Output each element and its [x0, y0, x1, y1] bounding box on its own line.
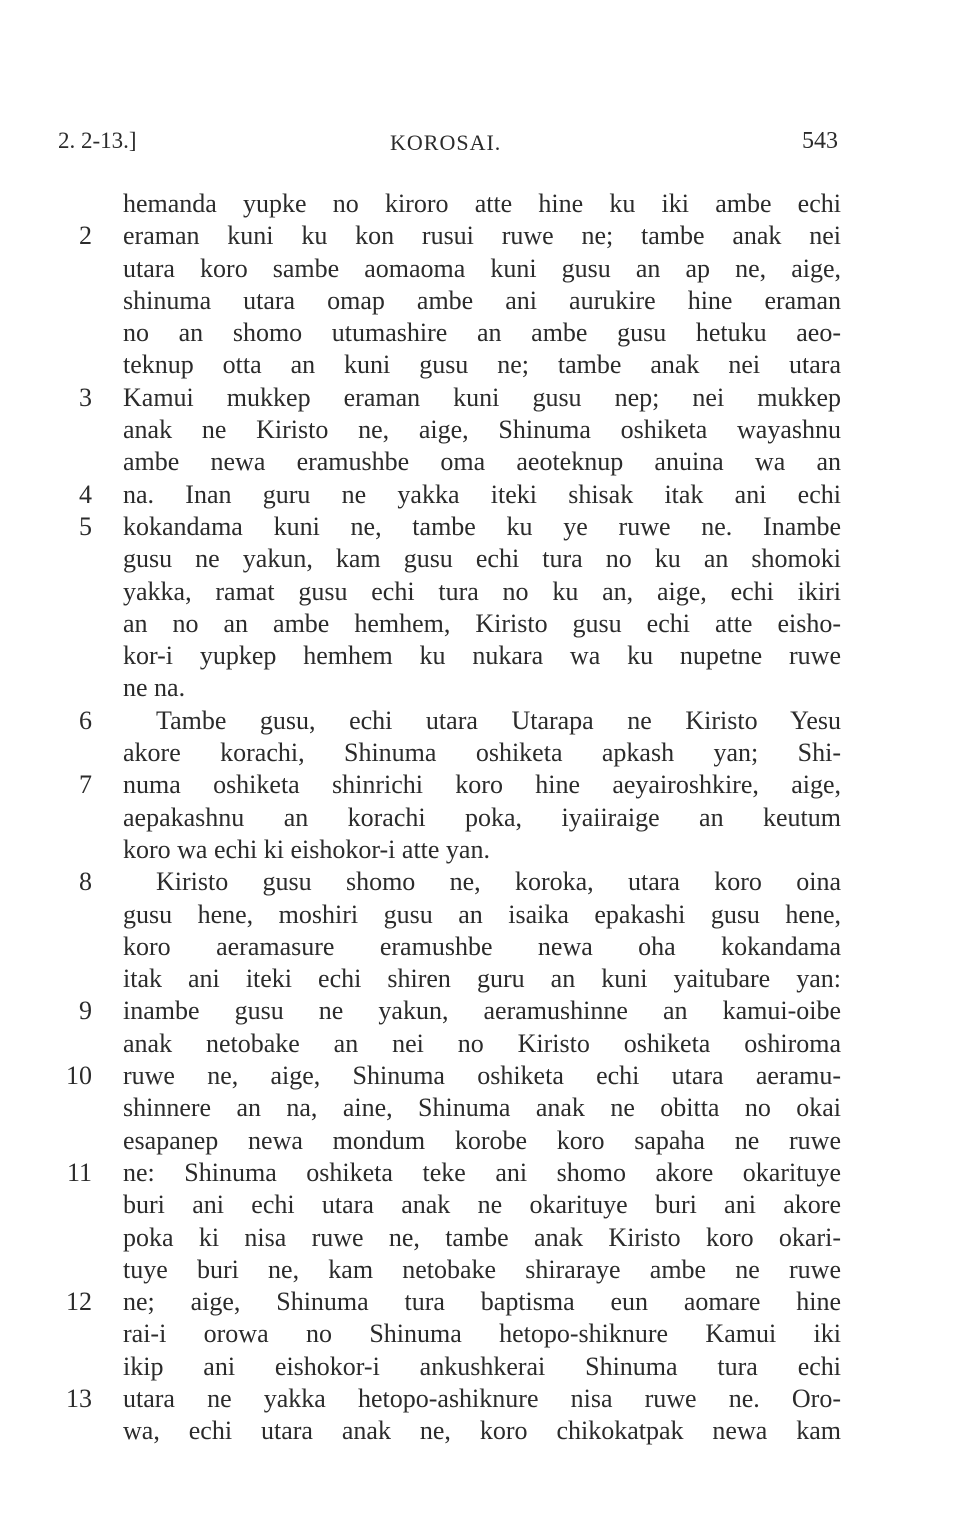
line-text: esapanep newa mondum korobe koro sapaha ne ruwe [123, 1125, 841, 1155]
line-text: ikip ani eishokor-i ankushkerai Shinuma tura echi [123, 1351, 841, 1381]
verse-number: 8 [79, 867, 92, 897]
text-line [0, 576, 960, 608]
line-text: shinuma utara omap ambe ani aurukire hine eraman [123, 285, 841, 315]
line-text: buri ani echi utara anak ne okarituye buri ani akore [123, 1190, 841, 1220]
text-line [0, 769, 960, 801]
verse-number: 3 [79, 382, 92, 412]
line-text: ne na. [123, 673, 186, 703]
verse-number: 12 [66, 1287, 92, 1317]
line-text: hemanda yupke no kiroro atte hine ku iki ambe echi [123, 189, 841, 218]
text-line [0, 672, 960, 704]
line-text: anak netobake an nei no Kiristo oshiketa oshiroma [123, 1028, 841, 1058]
line-text: yakka, ramat gusu echi tura no ku an, aige, echi ikiri [123, 576, 841, 606]
line-text: kokandama kuni ne, tambe ku ye ruwe ne. Inambe [123, 511, 841, 541]
line-text: koro aeramasure eramushbe newa oha kokandama [123, 931, 841, 961]
text-line [0, 705, 960, 737]
line-text: ne: Shinuma oshiketa teke ani shomo akore okarituye [123, 1157, 841, 1187]
line-text: koro wa echi ki eishokor-i atte yan. [123, 834, 490, 864]
line-text: utara koro sambe aomaoma kuni gusu an ap ne, aige, [123, 253, 841, 283]
text-line [0, 1028, 960, 1060]
running-title: KOROSAI. [390, 130, 502, 155]
text-line [0, 640, 960, 672]
text-line [0, 963, 960, 995]
line-text: inambe gusu ne yakun, aeramushinne an kamui-oibe [123, 996, 841, 1026]
text-line [0, 511, 960, 543]
verse-number: 10 [66, 1061, 92, 1091]
text-line [0, 931, 960, 963]
text-line [0, 1189, 960, 1221]
text-line [0, 737, 960, 769]
text-line [0, 414, 960, 446]
text-line [0, 834, 960, 866]
text-line [0, 866, 960, 898]
text-line [0, 1383, 960, 1415]
text-line [0, 382, 960, 414]
text-line [0, 220, 960, 252]
text-line [0, 285, 960, 317]
text-line [0, 446, 960, 478]
line-text: teknup otta an kuni gusu ne; tambe anak nei utara [123, 350, 841, 380]
text-line [0, 1318, 960, 1350]
line-text: itak ani iteki echi shiren guru an kuni yaitubare yan: [123, 964, 841, 994]
line-text: gusu hene, moshiri gusu an isaika epakashi gusu hene, [123, 899, 841, 929]
line-text: poka ki nisa ruwe ne, tambe anak Kiristo koro okari- [123, 1222, 841, 1252]
line-text: shinnere an na, aine, Shinuma anak ne obitta no okai [123, 1093, 841, 1123]
text-line [0, 1157, 960, 1189]
text-line [0, 1415, 960, 1447]
text-line [0, 899, 960, 931]
verse-number: 7 [79, 770, 92, 800]
verse-number: 9 [79, 996, 92, 1026]
text-line [0, 1092, 960, 1124]
line-text: eraman kuni ku kon rusui ruwe ne; tambe anak nei [123, 221, 841, 251]
text-line [0, 1254, 960, 1286]
text-line [0, 188, 960, 220]
text-line [0, 317, 960, 349]
line-text: kor-i yupkep hemhem ku nukara wa ku nupetne ruwe [123, 641, 841, 671]
line-text: Tambe gusu, echi utara Utarapa ne Kiristo Yesu [156, 705, 841, 735]
line-text: rai-i orowa no Shinuma hetopo-shiknure Kamui iki [123, 1319, 841, 1349]
line-text: ruwe ne, aige, Shinuma oshiketa echi utara aeramu- [123, 1061, 841, 1091]
chapter-reference: 2. 2-13.] [58, 128, 137, 153]
line-text: tuye buri ne, kam netobake shiraraye ambe ne ruwe [123, 1254, 841, 1284]
text-line [0, 1222, 960, 1254]
text-line [0, 995, 960, 1027]
line-text: wa, echi utara anak ne, koro chikokatpak newa kam [123, 1416, 841, 1446]
line-text: no an shomo utumashire an ambe gusu hetuku aeo- [123, 318, 841, 348]
verse-number: 11 [66, 1157, 92, 1187]
verse-number: 6 [79, 705, 92, 735]
line-text: ne; aige, Shinuma tura baptisma eun aomare hine [123, 1287, 841, 1317]
text-line [0, 1351, 960, 1383]
text-line [0, 802, 960, 834]
text-line [0, 253, 960, 285]
text-line [0, 543, 960, 575]
verse-number: 2 [79, 221, 92, 251]
page-number: 543 [802, 128, 838, 154]
line-text: Kiristo gusu shomo ne, koroka, utara koro oina [156, 867, 841, 897]
line-text: anak ne Kiristo ne, aige, Shinuma oshiketa wayashnu [123, 415, 841, 445]
line-text: aepakashnu an korachi poka, iyaiiraige an keutum [123, 802, 841, 832]
line-text: numa oshiketa shinrichi koro hine aeyairoshkire, aige, [123, 770, 841, 800]
line-text: utara ne yakka hetopo-ashiknure nisa ruwe ne. Oro- [123, 1383, 841, 1413]
line-text: Kamui mukkep eraman kuni gusu nep; nei mukkep [123, 382, 841, 412]
text-line [0, 479, 960, 511]
line-text: na. Inan guru ne yakka iteki shisak itak ani echi [123, 479, 841, 509]
text-line [0, 349, 960, 381]
page-body [0, 188, 960, 1448]
text-line [0, 1286, 960, 1318]
text-line [0, 1060, 960, 1092]
line-text: ambe newa eramushbe oma aeoteknup anuina wa an [123, 447, 841, 477]
verse-number: 13 [66, 1383, 92, 1413]
line-text: an no an ambe hemhem, Kiristo gusu echi atte eisho- [123, 608, 841, 638]
text-line [0, 1125, 960, 1157]
text-line [0, 608, 960, 640]
verse-number: 5 [79, 511, 92, 541]
running-header [58, 128, 838, 160]
line-text: akore korachi, Shinuma oshiketa apkash yan; Shi- [123, 738, 841, 768]
line-text: gusu ne yakun, kam gusu echi tura no ku an shomoki [123, 544, 841, 574]
verse-number: 4 [79, 479, 92, 509]
